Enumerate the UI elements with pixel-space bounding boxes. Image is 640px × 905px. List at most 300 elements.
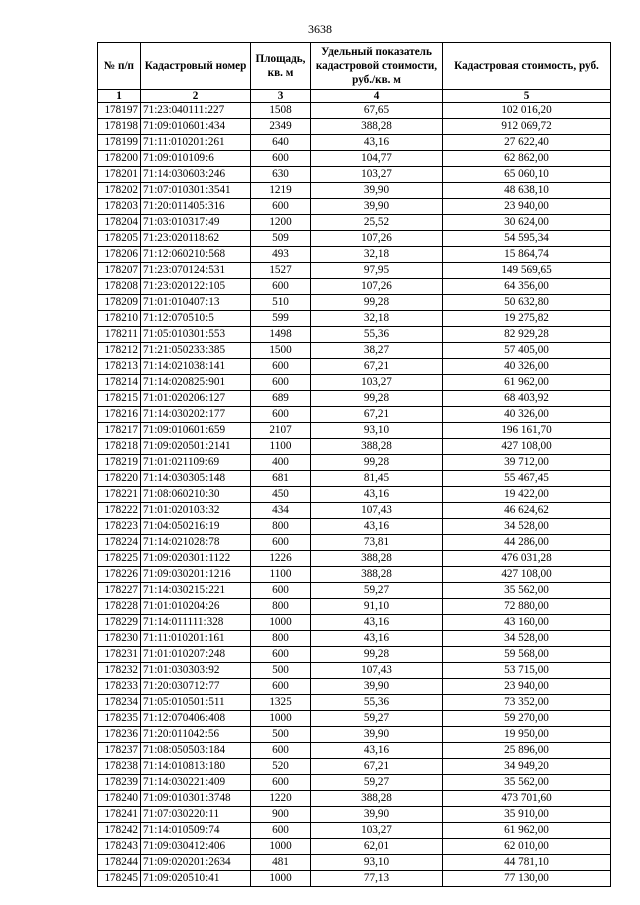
specific-value-cell: 388,28 — [311, 439, 443, 455]
row-number-cell: 178217 — [98, 423, 141, 439]
area-cell: 500 — [251, 663, 311, 679]
specific-value-cell: 43,16 — [311, 631, 443, 647]
cadastral-number-cell: 71:12:070406:408 — [141, 711, 251, 727]
cadastral-number-cell: 71:14:030603:246 — [141, 167, 251, 183]
cadastral-cost-cell: 23 940,00 — [443, 679, 611, 695]
table-row — [98, 135, 611, 151]
specific-value-cell: 38,27 — [311, 343, 443, 359]
row-number-cell: 178215 — [98, 391, 141, 407]
table-row — [98, 551, 611, 567]
cadastral-number-cell: 71:14:030215:221 — [141, 583, 251, 599]
table-row — [98, 359, 611, 375]
specific-value-cell: 39,90 — [311, 727, 443, 743]
cadastral-number-cell: 71:05:010301:553 — [141, 327, 251, 343]
area-cell: 2349 — [251, 119, 311, 135]
cadastral-cost-cell: 44 286,00 — [443, 535, 611, 551]
table-row — [98, 439, 611, 455]
specific-value-cell: 67,21 — [311, 407, 443, 423]
specific-value-cell: 93,10 — [311, 855, 443, 871]
area-cell: 1000 — [251, 615, 311, 631]
specific-value-cell: 99,28 — [311, 391, 443, 407]
area-cell: 450 — [251, 487, 311, 503]
cadastral-cost-cell: 27 622,40 — [443, 135, 611, 151]
cadastral-number-cell: 71:14:030305:148 — [141, 471, 251, 487]
cadastral-cost-cell: 23 940,00 — [443, 199, 611, 215]
table-row — [98, 791, 611, 807]
cadastral-number-cell: 71:01:021109:69 — [141, 455, 251, 471]
cadastral-number-cell: 71:23:020122:105 — [141, 279, 251, 295]
table-row — [98, 759, 611, 775]
cadastral-number-cell: 71:07:010301:3541 — [141, 183, 251, 199]
cadastral-cost-cell: 65 060,10 — [443, 167, 611, 183]
row-number-cell: 178232 — [98, 663, 141, 679]
cadastral-number-cell: 71:21:050233:385 — [141, 343, 251, 359]
cadastral-cost-cell: 68 403,92 — [443, 391, 611, 407]
table-row — [98, 871, 611, 887]
cadastral-cost-cell: 427 108,00 — [443, 567, 611, 583]
row-number-cell: 178237 — [98, 743, 141, 759]
area-cell: 500 — [251, 727, 311, 743]
area-cell: 600 — [251, 151, 311, 167]
table-row — [98, 823, 611, 839]
specific-value-cell: 388,28 — [311, 119, 443, 135]
cadastral-cost-cell: 39 712,00 — [443, 455, 611, 471]
row-number-cell: 178203 — [98, 199, 141, 215]
cadastral-number-cell: 71:09:010301:3748 — [141, 791, 251, 807]
row-number-cell: 178226 — [98, 567, 141, 583]
area-cell: 630 — [251, 167, 311, 183]
cadastral-number-cell: 71:12:060210:568 — [141, 247, 251, 263]
specific-value-cell: 99,28 — [311, 455, 443, 471]
cadastral-cost-cell: 149 569,65 — [443, 263, 611, 279]
cadastral-cost-cell: 34 528,00 — [443, 631, 611, 647]
specific-value-cell: 59,27 — [311, 711, 443, 727]
row-number-cell: 178223 — [98, 519, 141, 535]
row-number-cell: 178239 — [98, 775, 141, 791]
cadastral-cost-cell: 73 352,00 — [443, 695, 611, 711]
table-row — [98, 583, 611, 599]
area-cell: 1219 — [251, 183, 311, 199]
table-row — [98, 199, 611, 215]
row-number-cell: 178221 — [98, 487, 141, 503]
row-number-cell: 178201 — [98, 167, 141, 183]
cadastral-value-table — [97, 42, 611, 887]
cadastral-number-cell: 71:08:050503:184 — [141, 743, 251, 759]
area-cell: 681 — [251, 471, 311, 487]
column-number: 4 — [311, 90, 443, 103]
area-cell: 493 — [251, 247, 311, 263]
cadastral-cost-cell: 44 781,10 — [443, 855, 611, 871]
cadastral-cost-cell: 48 638,10 — [443, 183, 611, 199]
area-cell: 1000 — [251, 711, 311, 727]
row-number-cell: 178210 — [98, 311, 141, 327]
cadastral-number-cell: 71:20:011042:56 — [141, 727, 251, 743]
specific-value-cell: 103,27 — [311, 823, 443, 839]
cadastral-cost-cell: 34 949,20 — [443, 759, 611, 775]
cadastral-number-cell: 71:03:010317:49 — [141, 215, 251, 231]
table-row — [98, 599, 611, 615]
row-number-cell: 178243 — [98, 839, 141, 855]
row-number-cell: 178229 — [98, 615, 141, 631]
row-number-cell: 178231 — [98, 647, 141, 663]
area-cell: 400 — [251, 455, 311, 471]
cadastral-number-cell: 71:09:010109:6 — [141, 151, 251, 167]
table-row — [98, 407, 611, 423]
cadastral-cost-cell: 50 632,80 — [443, 295, 611, 311]
area-cell: 1200 — [251, 215, 311, 231]
area-cell: 600 — [251, 823, 311, 839]
cadastral-cost-cell: 46 624,62 — [443, 503, 611, 519]
area-cell: 520 — [251, 759, 311, 775]
table-row — [98, 615, 611, 631]
cadastral-number-cell: 71:01:010204:26 — [141, 599, 251, 615]
area-cell: 1000 — [251, 839, 311, 855]
cadastral-cost-cell: 473 701,60 — [443, 791, 611, 807]
cadastral-number-cell: 71:20:011405:316 — [141, 199, 251, 215]
area-cell: 510 — [251, 295, 311, 311]
specific-value-cell: 39,90 — [311, 807, 443, 823]
row-number-cell: 178224 — [98, 535, 141, 551]
area-cell: 800 — [251, 631, 311, 647]
specific-value-cell: 103,27 — [311, 167, 443, 183]
row-number-cell: 178212 — [98, 343, 141, 359]
header-area: Площадь, кв. м — [251, 43, 311, 90]
specific-value-cell: 388,28 — [311, 791, 443, 807]
specific-value-cell: 97,95 — [311, 263, 443, 279]
specific-value-cell: 43,16 — [311, 135, 443, 151]
table-row — [98, 375, 611, 391]
header-row — [98, 43, 611, 90]
cadastral-number-cell: 71:12:070510:5 — [141, 311, 251, 327]
table-row — [98, 679, 611, 695]
area-cell: 800 — [251, 599, 311, 615]
cadastral-cost-cell: 53 715,00 — [443, 663, 611, 679]
row-number-cell: 178199 — [98, 135, 141, 151]
row-number-cell: 178213 — [98, 359, 141, 375]
table-row — [98, 503, 611, 519]
row-number-cell: 178244 — [98, 855, 141, 871]
table-row — [98, 343, 611, 359]
table-row — [98, 327, 611, 343]
cadastral-cost-cell: 34 528,00 — [443, 519, 611, 535]
table-row — [98, 487, 611, 503]
cadastral-number-cell: 71:08:060210:30 — [141, 487, 251, 503]
cadastral-number-cell: 71:01:030303:92 — [141, 663, 251, 679]
specific-value-cell: 103,27 — [311, 375, 443, 391]
cadastral-number-cell: 71:14:021038:141 — [141, 359, 251, 375]
column-number: 1 — [98, 90, 141, 103]
cadastral-cost-cell: 19 950,00 — [443, 727, 611, 743]
specific-value-cell: 39,90 — [311, 679, 443, 695]
cadastral-cost-cell: 19 275,82 — [443, 311, 611, 327]
cadastral-number-cell: 71:14:020825:901 — [141, 375, 251, 391]
cadastral-number-cell: 71:09:020501:2141 — [141, 439, 251, 455]
specific-value-cell: 104,77 — [311, 151, 443, 167]
area-cell: 800 — [251, 519, 311, 535]
cadastral-cost-cell: 54 595,34 — [443, 231, 611, 247]
cadastral-number-cell: 71:04:050216:19 — [141, 519, 251, 535]
area-cell: 600 — [251, 647, 311, 663]
table-row — [98, 775, 611, 791]
area-cell: 600 — [251, 679, 311, 695]
header-cadastral-cost: Кадастровая стоимость, руб. — [443, 43, 611, 90]
area-cell: 600 — [251, 775, 311, 791]
row-number-cell: 178227 — [98, 583, 141, 599]
area-cell: 1500 — [251, 343, 311, 359]
cadastral-number-cell: 71:09:030201:1216 — [141, 567, 251, 583]
specific-value-cell: 39,90 — [311, 199, 443, 215]
header-specific-value: Удельный показатель кадастровой стоимости, руб./кв. м — [311, 43, 443, 90]
cadastral-cost-cell: 59 270,00 — [443, 711, 611, 727]
specific-value-cell: 67,21 — [311, 759, 443, 775]
specific-value-cell: 32,18 — [311, 311, 443, 327]
table-row — [98, 695, 611, 711]
cadastral-cost-cell: 25 896,00 — [443, 743, 611, 759]
cadastral-number-cell: 71:14:030202:177 — [141, 407, 251, 423]
row-number-cell: 178197 — [98, 103, 141, 119]
area-cell: 1100 — [251, 567, 311, 583]
cadastral-number-cell: 71:09:030412:406 — [141, 839, 251, 855]
table-row — [98, 663, 611, 679]
cadastral-number-cell: 71:01:010207:248 — [141, 647, 251, 663]
specific-value-cell: 107,26 — [311, 279, 443, 295]
area-cell: 600 — [251, 359, 311, 375]
cadastral-number-cell: 71:23:020118:62 — [141, 231, 251, 247]
table-row — [98, 183, 611, 199]
specific-value-cell: 388,28 — [311, 551, 443, 567]
cadastral-number-cell: 71:01:010407:13 — [141, 295, 251, 311]
table-row — [98, 711, 611, 727]
specific-value-cell: 55,36 — [311, 327, 443, 343]
table-row — [98, 295, 611, 311]
specific-value-cell: 99,28 — [311, 295, 443, 311]
table-row — [98, 519, 611, 535]
table-row — [98, 727, 611, 743]
area-cell: 434 — [251, 503, 311, 519]
row-number-cell: 178208 — [98, 279, 141, 295]
row-number-cell: 178222 — [98, 503, 141, 519]
cadastral-cost-cell: 61 962,00 — [443, 375, 611, 391]
area-cell: 1000 — [251, 871, 311, 887]
table-row — [98, 647, 611, 663]
row-number-cell: 178228 — [98, 599, 141, 615]
cadastral-number-cell: 71:05:010501:511 — [141, 695, 251, 711]
table-row — [98, 119, 611, 135]
cadastral-cost-cell: 72 880,00 — [443, 599, 611, 615]
row-number-cell: 178236 — [98, 727, 141, 743]
cadastral-cost-cell: 15 864,74 — [443, 247, 611, 263]
area-cell: 1527 — [251, 263, 311, 279]
cadastral-cost-cell: 476 031,28 — [443, 551, 611, 567]
cadastral-number-cell: 71:01:020103:32 — [141, 503, 251, 519]
specific-value-cell: 32,18 — [311, 247, 443, 263]
table-row — [98, 839, 611, 855]
column-number-row — [98, 90, 611, 103]
area-cell: 599 — [251, 311, 311, 327]
table-row — [98, 567, 611, 583]
row-number-cell: 178204 — [98, 215, 141, 231]
specific-value-cell: 99,28 — [311, 647, 443, 663]
specific-value-cell: 43,16 — [311, 519, 443, 535]
cadastral-number-cell: 71:11:010201:161 — [141, 631, 251, 647]
cadastral-cost-cell: 35 562,00 — [443, 583, 611, 599]
row-number-cell: 178218 — [98, 439, 141, 455]
cadastral-cost-cell: 30 624,00 — [443, 215, 611, 231]
row-number-cell: 178240 — [98, 791, 141, 807]
specific-value-cell: 55,36 — [311, 695, 443, 711]
cadastral-number-cell: 71:09:020201:2634 — [141, 855, 251, 871]
cadastral-number-cell: 71:23:070124:531 — [141, 263, 251, 279]
area-cell: 1220 — [251, 791, 311, 807]
specific-value-cell: 77,13 — [311, 871, 443, 887]
specific-value-cell: 67,65 — [311, 103, 443, 119]
area-cell: 1100 — [251, 439, 311, 455]
specific-value-cell: 43,16 — [311, 487, 443, 503]
row-number-cell: 178211 — [98, 327, 141, 343]
table-row — [98, 167, 611, 183]
row-number-cell: 178214 — [98, 375, 141, 391]
cadastral-cost-cell: 57 405,00 — [443, 343, 611, 359]
cadastral-number-cell: 71:07:030220:11 — [141, 807, 251, 823]
table-row — [98, 855, 611, 871]
row-number-cell: 178220 — [98, 471, 141, 487]
cadastral-cost-cell: 77 130,00 — [443, 871, 611, 887]
area-cell: 509 — [251, 231, 311, 247]
row-number-cell: 178245 — [98, 871, 141, 887]
specific-value-cell: 62,01 — [311, 839, 443, 855]
table-row — [98, 743, 611, 759]
area-cell: 600 — [251, 583, 311, 599]
specific-value-cell: 81,45 — [311, 471, 443, 487]
cadastral-cost-cell: 61 962,00 — [443, 823, 611, 839]
cadastral-number-cell: 71:09:010601:659 — [141, 423, 251, 439]
table-row — [98, 535, 611, 551]
area-cell: 689 — [251, 391, 311, 407]
specific-value-cell: 73,81 — [311, 535, 443, 551]
row-number-cell: 178198 — [98, 119, 141, 135]
area-cell: 2107 — [251, 423, 311, 439]
area-cell: 600 — [251, 743, 311, 759]
row-number-cell: 178200 — [98, 151, 141, 167]
specific-value-cell: 107,26 — [311, 231, 443, 247]
area-cell: 600 — [251, 535, 311, 551]
area-cell: 640 — [251, 135, 311, 151]
specific-value-cell: 91,10 — [311, 599, 443, 615]
cadastral-number-cell: 71:01:020206:127 — [141, 391, 251, 407]
cadastral-number-cell: 71:14:021028:78 — [141, 535, 251, 551]
cadastral-number-cell: 71:14:010813:180 — [141, 759, 251, 775]
cadastral-cost-cell: 912 069,72 — [443, 119, 611, 135]
cadastral-cost-cell: 43 160,00 — [443, 615, 611, 631]
header-row-number: № п/п — [98, 43, 141, 90]
row-number-cell: 178241 — [98, 807, 141, 823]
row-number-cell: 178225 — [98, 551, 141, 567]
column-number: 2 — [141, 90, 251, 103]
row-number-cell: 178216 — [98, 407, 141, 423]
column-number: 3 — [251, 90, 311, 103]
specific-value-cell: 59,27 — [311, 583, 443, 599]
table-row — [98, 151, 611, 167]
cadastral-cost-cell: 55 467,45 — [443, 471, 611, 487]
area-cell: 1325 — [251, 695, 311, 711]
specific-value-cell: 43,16 — [311, 615, 443, 631]
area-cell: 600 — [251, 199, 311, 215]
table-row — [98, 103, 611, 119]
row-number-cell: 178207 — [98, 263, 141, 279]
table-row — [98, 247, 611, 263]
table-row — [98, 455, 611, 471]
specific-value-cell: 39,90 — [311, 183, 443, 199]
cadastral-cost-cell: 35 910,00 — [443, 807, 611, 823]
table-row — [98, 423, 611, 439]
cadastral-cost-cell: 82 929,28 — [443, 327, 611, 343]
cadastral-cost-cell: 102 016,20 — [443, 103, 611, 119]
header-cadastral-number: Кадастровый номер — [141, 43, 251, 90]
area-cell: 900 — [251, 807, 311, 823]
table-row — [98, 807, 611, 823]
cadastral-number-cell: 71:09:020510:41 — [141, 871, 251, 887]
cadastral-cost-cell: 64 356,00 — [443, 279, 611, 295]
cadastral-number-cell: 71:14:011111:328 — [141, 615, 251, 631]
cadastral-cost-cell: 427 108,00 — [443, 439, 611, 455]
row-number-cell: 178233 — [98, 679, 141, 695]
table-row — [98, 263, 611, 279]
specific-value-cell: 43,16 — [311, 743, 443, 759]
cadastral-number-cell: 71:09:020301:1122 — [141, 551, 251, 567]
specific-value-cell: 107,43 — [311, 503, 443, 519]
specific-value-cell: 388,28 — [311, 567, 443, 583]
area-cell: 600 — [251, 407, 311, 423]
cadastral-cost-cell: 35 562,00 — [443, 775, 611, 791]
row-number-cell: 178209 — [98, 295, 141, 311]
row-number-cell: 178205 — [98, 231, 141, 247]
cadastral-number-cell: 71:14:010509:74 — [141, 823, 251, 839]
area-cell: 600 — [251, 375, 311, 391]
area-cell: 600 — [251, 279, 311, 295]
row-number-cell: 178202 — [98, 183, 141, 199]
cadastral-cost-cell: 59 568,00 — [443, 647, 611, 663]
cadastral-number-cell: 71:20:030712:77 — [141, 679, 251, 695]
table-row — [98, 471, 611, 487]
row-number-cell: 178235 — [98, 711, 141, 727]
table-row — [98, 391, 611, 407]
table-row — [98, 279, 611, 295]
area-cell: 1498 — [251, 327, 311, 343]
table-row — [98, 231, 611, 247]
specific-value-cell: 25,52 — [311, 215, 443, 231]
table-body — [98, 103, 611, 887]
cadastral-cost-cell: 19 422,00 — [443, 487, 611, 503]
row-number-cell: 178230 — [98, 631, 141, 647]
specific-value-cell: 107,43 — [311, 663, 443, 679]
cadastral-cost-cell: 40 326,00 — [443, 407, 611, 423]
table-row — [98, 215, 611, 231]
cadastral-cost-cell: 196 161,70 — [443, 423, 611, 439]
cadastral-number-cell: 71:09:010601:434 — [141, 119, 251, 135]
column-number: 5 — [443, 90, 611, 103]
table-row — [98, 311, 611, 327]
specific-value-cell: 93,10 — [311, 423, 443, 439]
cadastral-cost-cell: 62 010,00 — [443, 839, 611, 855]
cadastral-number-cell: 71:11:010201:261 — [141, 135, 251, 151]
cadastral-cost-cell: 40 326,00 — [443, 359, 611, 375]
cadastral-number-cell: 71:23:040111:227 — [141, 103, 251, 119]
cadastral-cost-cell: 62 862,00 — [443, 151, 611, 167]
table-row — [98, 631, 611, 647]
row-number-cell: 178219 — [98, 455, 141, 471]
cadastral-number-cell: 71:14:030221:409 — [141, 775, 251, 791]
row-number-cell: 178206 — [98, 247, 141, 263]
